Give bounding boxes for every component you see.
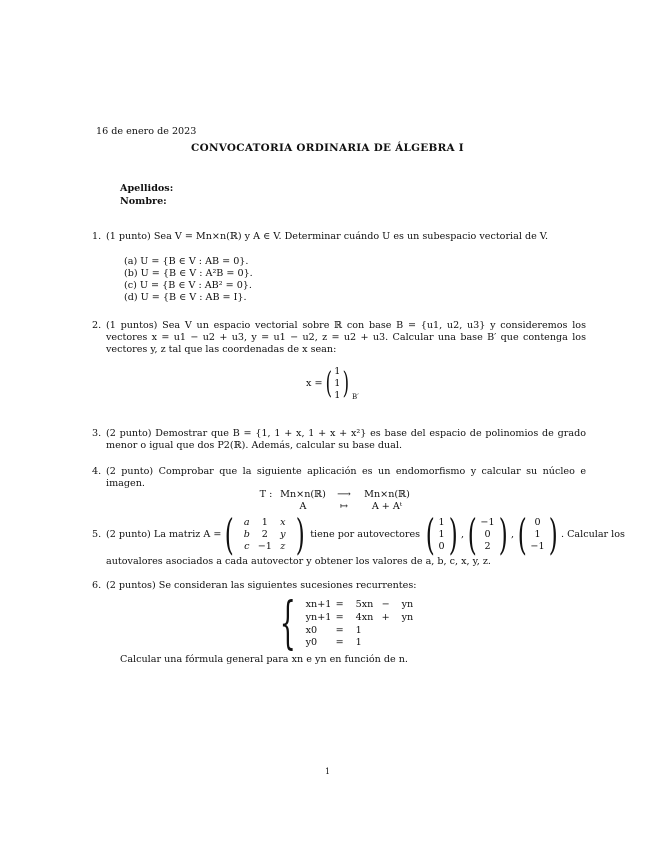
question-number: 2.	[92, 320, 102, 331]
question-6	[92, 580, 586, 592]
question-3-text: (2 punto) Demostrar que B = {1, 1 + x, 1 + x + x²} es base del espacio de polinomios de grado menor o igual que dos P2(ℝ). Además, calcular su base dual.	[106, 428, 586, 451]
question-2-text: (1 puntos) Sea V un espacio vectorial sobre ℝ con base B = {u1, u2, u3} y consideremos los vectores x = u1 − u2 + u3, y = u1 − u2, z = u2 + u3. Calcular una base B′ que contenga los vectores y, z tal que las coordenadas de x sean:	[106, 320, 586, 355]
question-number: 4.	[92, 466, 102, 477]
q6-footer: Calcular una fórmula general para xn e yn en función de n.	[120, 654, 408, 665]
q6-system: { xn+1 = 5xn − yn yn+1 = 4xn + yn x0 = 1 y0 = 1	[279, 591, 414, 656]
question-5: 5. (2 punto) La matriz A = ( a 1 x b 2 y c −1 z ) tiene por autovectores ( 1 1 0 ) , ( −1 0 2 ) , ( 0 1 −1 ) . Calcular los	[92, 510, 625, 559]
question-1	[92, 231, 586, 243]
question-number: 3.	[92, 428, 102, 439]
q5-eigenvector-3: ( 0 1 −1 )	[517, 510, 558, 559]
question-3	[92, 428, 586, 452]
exam-title: CONVOCATORIA ORDINARIA DE ÁLGEBRA I	[191, 142, 464, 154]
q1-item-d: (d) U = {B ∈ V : AB = I}.	[124, 292, 247, 303]
q4-mapping: T : Mn×n(ℝ) ⟶ Mn×n(ℝ) A ↦ A + Aᵗ	[259, 489, 410, 512]
exam-date: 16 de enero de 2023	[96, 126, 197, 137]
question-6-text: (2 puntos) Se consideran las siguientes sucesiones recurrentes:	[106, 580, 417, 591]
question-1-text: (1 punto) Sea V = Mn×n(ℝ) y A ∈ V. Determinar cuándo U es un subespacio vectorial de V.	[106, 231, 549, 242]
question-4-text: (2 punto) Comprobar que la siguiente aplicación es un endomorfismo y calcular su núcleo e imagen.	[106, 466, 586, 489]
question-number: 6.	[92, 580, 102, 591]
question-number: 5.	[92, 529, 102, 540]
q2-coordinates: x = ( 1 1 1 ) B′	[306, 365, 359, 402]
q2-subscript: B′	[352, 393, 359, 402]
q2-vector: 1 1 1	[334, 366, 341, 401]
question-number: 1.	[92, 231, 102, 242]
nombre-label: Nombre:	[120, 196, 167, 207]
q1-item-b: (b) U = {B ∈ V : A²B = 0}.	[124, 268, 253, 279]
q1-item-c: (c) U = {B ∈ V : AB² = 0}.	[124, 280, 252, 291]
q5-matrix: a 1 x b 2 y c −1 z	[243, 517, 286, 552]
q2-lhs: x =	[306, 377, 323, 389]
q1-item-a: (a) U = {B ∈ V : AB = 0}.	[124, 256, 249, 267]
apellidos-label: Apellidos:	[120, 183, 174, 194]
q5-continuation: autovalores asociados a cada autovector y obtener los valores de a, b, c, x, y, z.	[106, 556, 491, 567]
q5-eigenvector-1: ( 1 1 0 )	[425, 510, 458, 559]
q5-eigenvector-2: ( −1 0 2 )	[467, 510, 508, 559]
page-number: 1	[324, 767, 331, 776]
question-2	[92, 320, 586, 356]
question-4	[92, 466, 586, 490]
